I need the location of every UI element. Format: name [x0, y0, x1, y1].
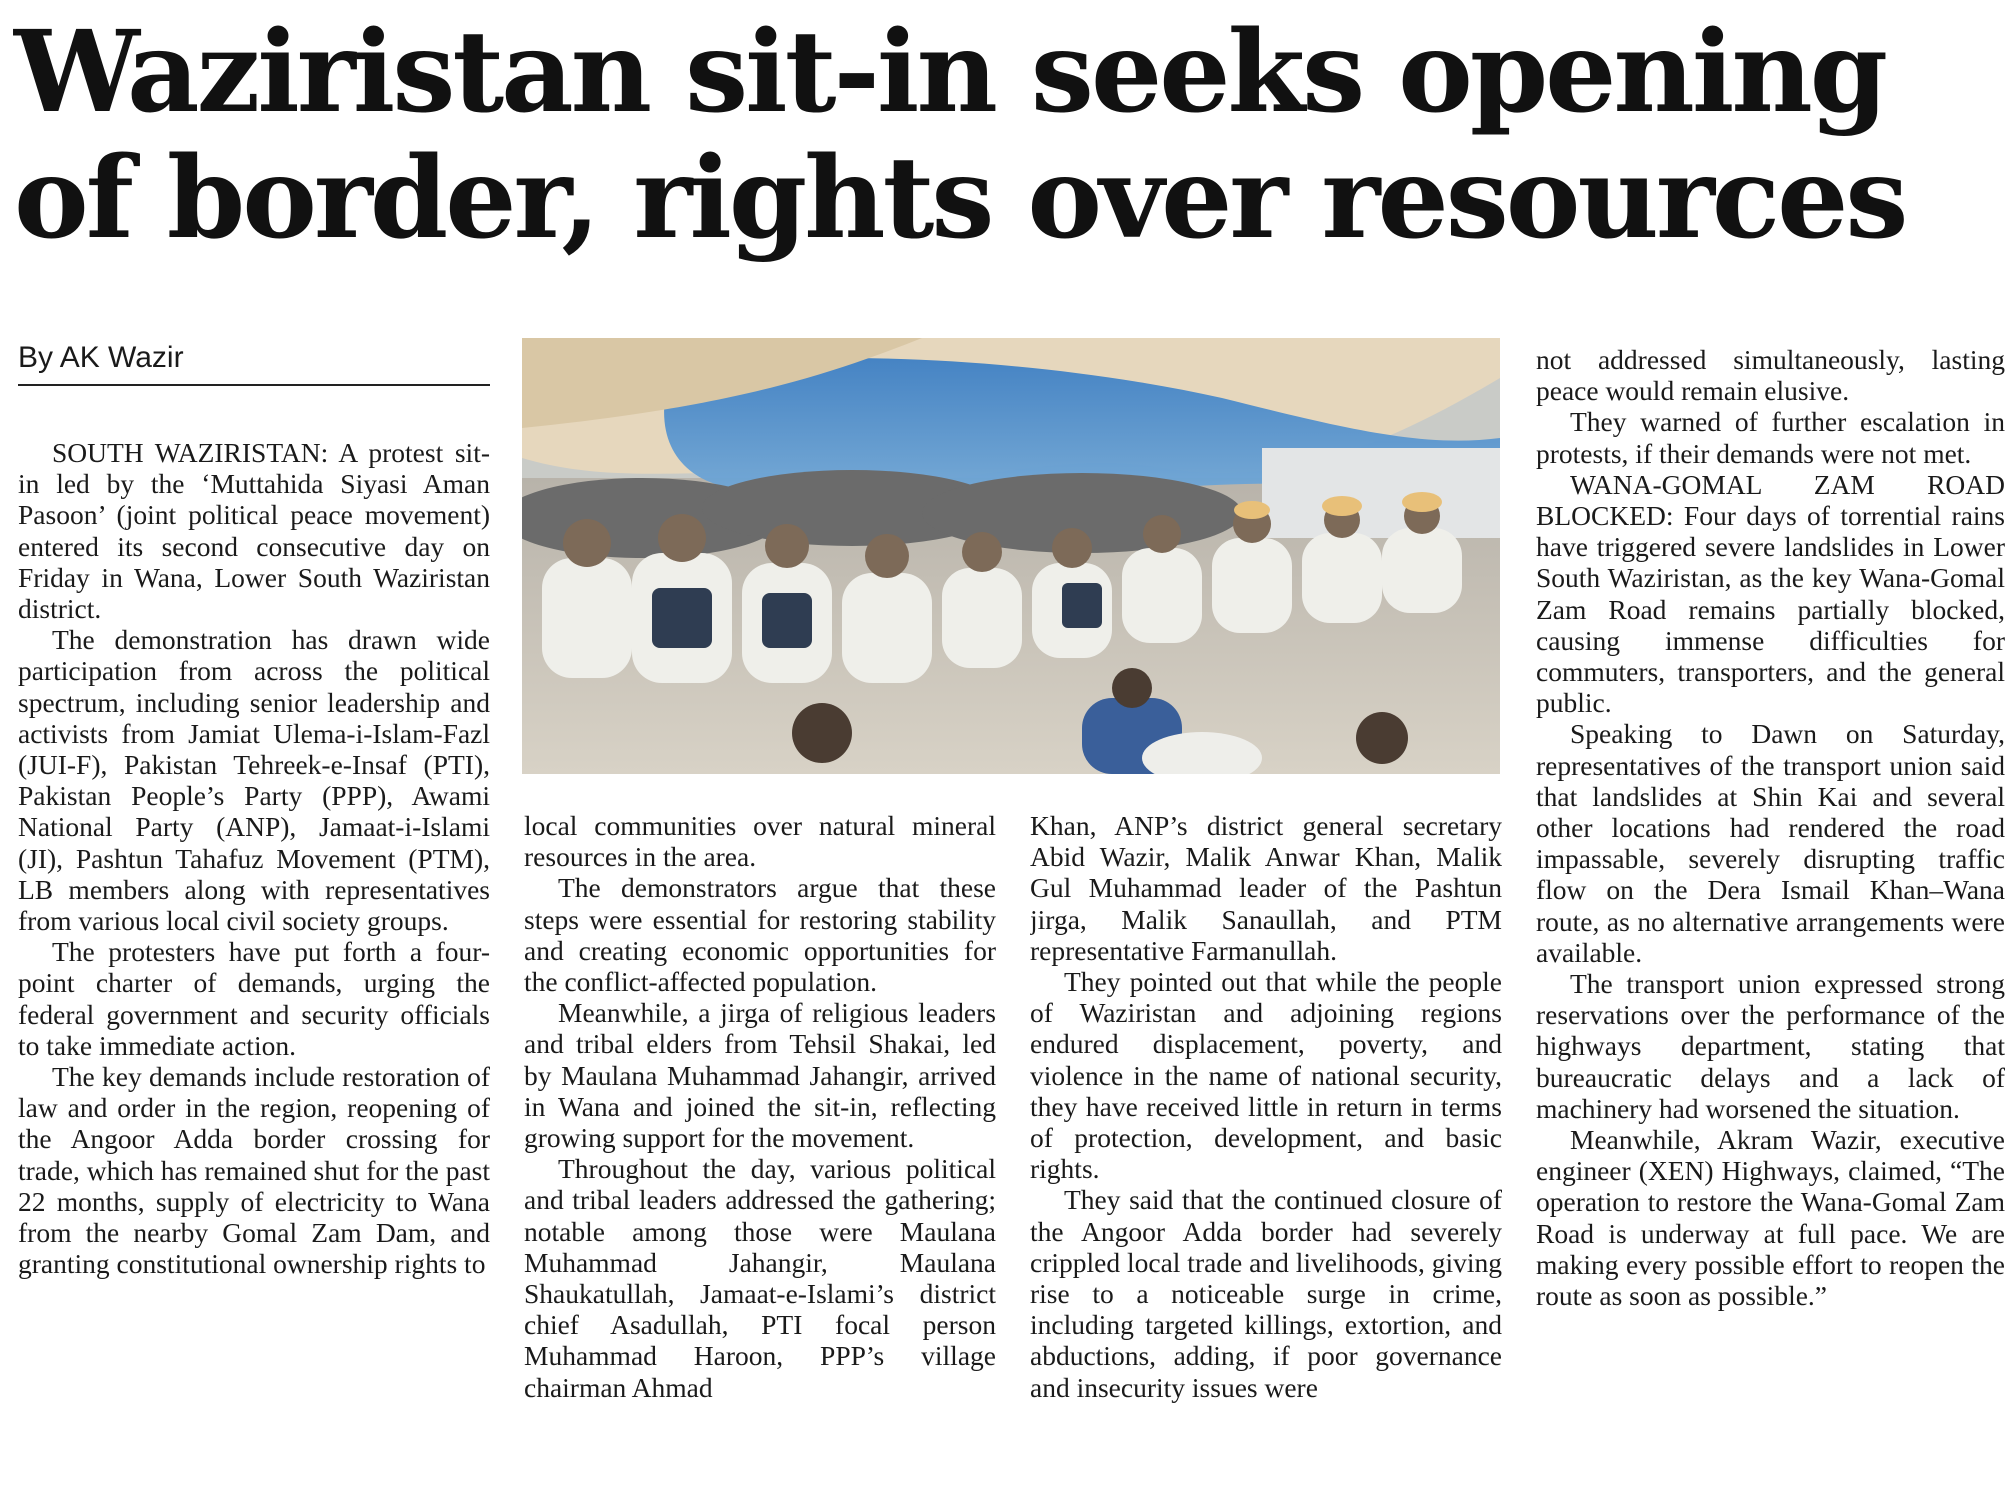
paragraph: The demonstration has drawn wide participation from across the political spectrum, including senior leadership and activists from Jamiat Ulema-i-Islam-Fazl (JUI-F), Pakistan Tehreek-e-Insaf (PTI), Pakistan People’s Party (PPP), Awami National Party (ANP), Jamaat-i-Islami (JI), Pashtun Tahafuz Movement (PTM), LB members along with representatives from various local civil society groups.	[18, 624, 490, 937]
paragraph: Throughout the day, various political and tribal leaders addressed the gathering; notable among those were Maulana Muhammad Jahangir, Maulana Shaukatullah, Jamaat-e-Islami’s district chief Asadullah, PTI focal person Muhammad Haroon, PPP’s village chairman Ahmad	[524, 1153, 996, 1403]
paragraph: WANA-GOMAL ZAM ROAD BLOCKED: Four days of torrential rains have triggered severe landslides in Lower South Waziristan, as the key Wana-Gomal Zam Road remains partially blocked, causing immense difficulties for commuters, transporters, and the general public.	[1536, 468, 2005, 719]
paragraph: Meanwhile, a jirga of religious leaders and tribal elders from Tehsil Shakai, led by Maulana Muhammad Jahangir, arrived in Wana and joined the sit-in, reflecting growing support for the movement.	[524, 997, 996, 1154]
paragraph: local communities over natural mineral resources in the area.	[524, 810, 996, 873]
crowd-sit-in-photo-icon	[522, 338, 1500, 774]
paragraph: SOUTH WAZIRISTAN: A protest sit-in led by the ‘Muttahida Siyasi Aman Pasoon’ (joint political peace movement) entered its second consecutive day on Friday in Wana, Lower South Waziristan district.	[18, 437, 490, 625]
paragraph: Meanwhile, Akram Wazir, executive engineer (XEN) Highways, claimed, “The operation to restore the Wana-Gomal Zam Road is underway at full pace. We are making every possible effort to reopen the route as soon as possible.”	[1536, 1124, 2005, 1312]
article-column-1	[18, 437, 490, 1497]
article-column-3	[1030, 810, 1502, 1498]
paragraph: Khan, ANP’s district general secretary Abid Wazir, Malik Anwar Khan, Malik Gul Muhammad leader of the Pashtun jirga, Malik Sanaullah, and PTM representative Farmanullah.	[1030, 810, 1502, 966]
paragraph: Speaking to Dawn on Saturday, representatives of the transport union said that landslides at Shin Kai and several other locations had rendered the road impassable, severely disrupting traffic flow on the Dera Ismail Khan–Wana route, as no alternative arrangements were available.	[1536, 718, 2005, 968]
news-photo	[522, 338, 1500, 774]
paragraph: not addressed simultaneously, lasting peace would remain elusive.	[1536, 344, 2005, 407]
paragraph: The protesters have put forth a four-point charter of demands, urging the federal government and security officials to take immediate action.	[18, 936, 490, 1061]
article-column-4	[1536, 344, 2005, 1498]
byline: By AK Wazir	[18, 338, 490, 386]
paragraph: The demonstrators argue that these steps were essential for restoring stability and creating economic opportunities for the conflict-affected population.	[524, 872, 996, 998]
paragraph: They warned of further escalation in protests, if their demands were not met.	[1536, 406, 2005, 469]
article-column-2	[524, 810, 996, 1498]
paragraph: They said that the continued closure of the Angoor Adda border had severely crippled local trade and livelihoods, giving rise to a noticeable surge in crime, including targeted killings, extortion, and abductions, adding, if poor governance and insecurity issues were	[1030, 1184, 1502, 1403]
paragraph: The transport union expressed strong reservations over the performance of the highways department, stating that bureaucratic delays and a lack of machinery had worsened the situation.	[1536, 968, 2005, 1124]
headline: Waziristan sit-in seeks opening of border, rights over resources	[14, 7, 1906, 264]
paragraph: They pointed out that while the people of Waziristan and adjoining regions endured displacement, poverty, and violence in the name of national security, they have received little in return in terms of protection, development, and basic rights.	[1030, 966, 1502, 1185]
paragraph: The key demands include restoration of law and order in the region, reopening of the Angoor Adda border crossing for trade, which has remained shut for the past 22 months, supply of electricity to Wana from the nearby Gomal Zam Dam, and granting constitutional ownership rights to	[18, 1061, 490, 1280]
